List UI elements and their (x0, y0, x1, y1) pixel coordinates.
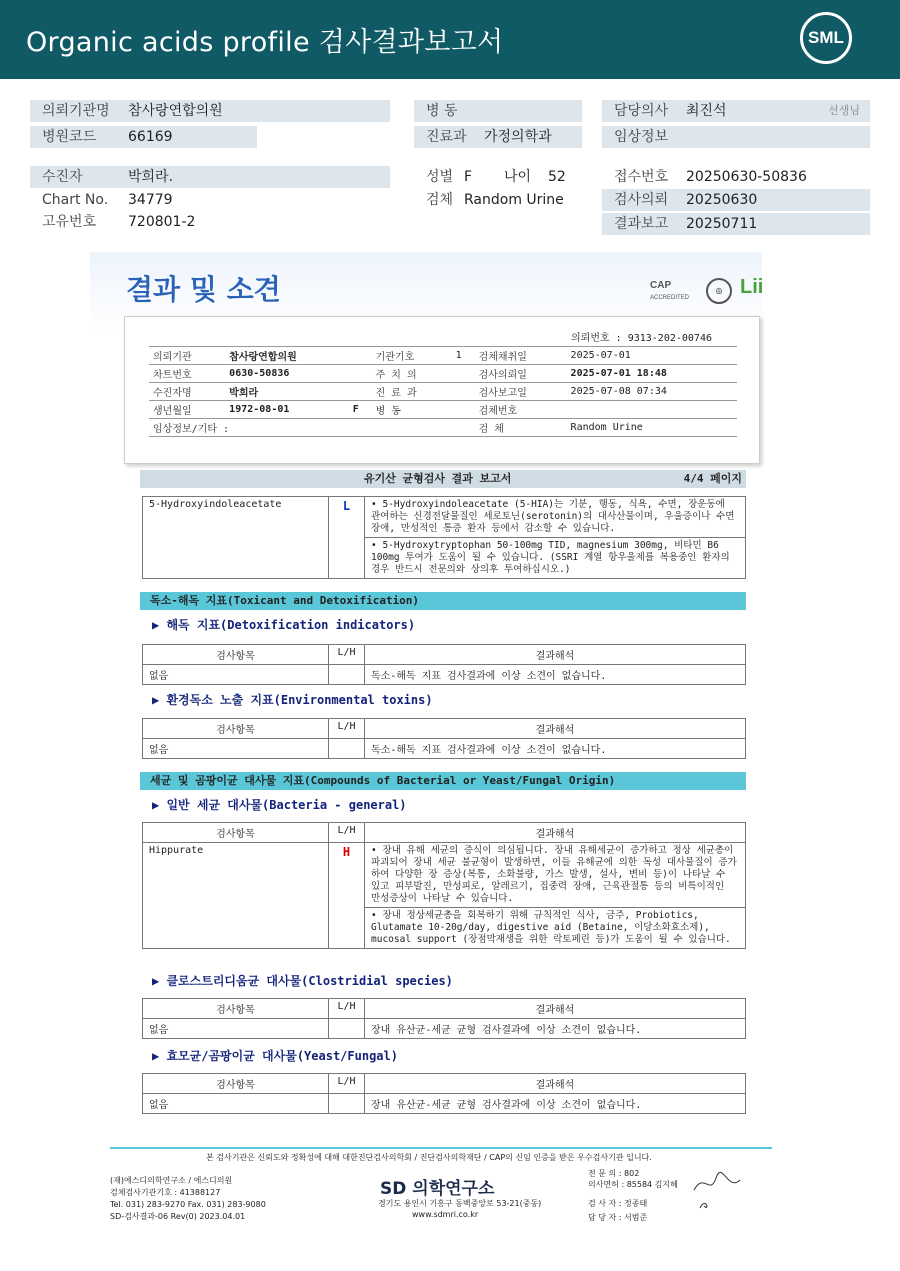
signer-specialist: 전 문 의 : 802 (588, 1169, 640, 1178)
field-sex-age (414, 166, 594, 188)
label: 진료과 (426, 129, 467, 145)
cell: 2025-07-08 07:34 (567, 383, 737, 401)
value: 20250711 (686, 216, 758, 232)
value: 최진석 (686, 103, 727, 119)
field-dept (414, 126, 582, 148)
hippurate-table (142, 822, 746, 949)
cell (567, 401, 737, 419)
request-number: 의뢰번호 : 9313-202-00746 (571, 333, 712, 344)
page-title: Organic acids profile 검사결과보고서 (26, 27, 504, 58)
detox-table (142, 644, 746, 685)
value: 박희라. (128, 169, 174, 185)
cell: 의뢰기관 (149, 347, 225, 365)
cell: 검체채취일 (475, 347, 567, 365)
footer-notice: 본 검사기관은 신뢰도와 정확성에 대해 대한진단검사의학회 / 진단검사의학재단 / CAP의 신임 인증을 받은 우수검사기관 입니다. (206, 1153, 652, 1162)
seal-icon: ◎ (706, 278, 732, 304)
footer-address-1: (재)에스디의학연구소 / 에스디의원 (110, 1176, 233, 1185)
cell (452, 401, 475, 419)
flag-low: L (329, 497, 365, 579)
field-receipt (602, 166, 870, 188)
env-subtitle: ▶ 환경독소 노출 지표(Environmental toxins) (152, 693, 433, 707)
cell: 기관기호 (372, 347, 452, 365)
item-name: 없음 (143, 1094, 329, 1114)
cell: 차트번호 (149, 365, 225, 383)
value: 20250630-50836 (686, 169, 807, 185)
col-header: L/H (329, 719, 365, 739)
label: 성별 (426, 169, 454, 185)
cap-subtext: ACCREDITED (650, 295, 690, 301)
cell: 생년월일 (149, 401, 225, 419)
cell: 참사랑연합의원 (225, 347, 349, 365)
value: 34779 (128, 192, 173, 208)
signature-icon (690, 1166, 750, 1216)
clostridial-table (142, 998, 746, 1039)
field-institution (30, 100, 390, 122)
col-header: 검사항목 (143, 645, 329, 665)
cell: Random Urine (567, 419, 737, 437)
interp-text: 독소-해독 지표 검사결과에 이상 소견이 없습니다. (365, 739, 746, 759)
field-chart (30, 189, 390, 211)
label: Chart No. (42, 192, 109, 208)
label: 나이 (504, 169, 532, 185)
col-header: L/H (329, 999, 365, 1019)
tox-section-bar: 독소-해독 지표(Toxicant and Detoxification) (140, 592, 746, 610)
yeast-table (142, 1073, 746, 1114)
signer-tester: 검 사 자 : 정종태 (588, 1199, 648, 1208)
item-name: 5-Hydroxyindoleacetate (143, 497, 329, 579)
bacteria-subtitle: ▶ 일반 세균 대사물(Bacteria - general) (152, 798, 407, 812)
label: 결과보고 (614, 216, 669, 232)
cell: 2025-07-01 (567, 347, 737, 365)
brand-address: 경기도 용인시 기흥구 동백중앙로 53-21(중동) (378, 1199, 542, 1208)
page-number: 4/4 페이지 (683, 472, 742, 485)
value: 가정의학과 (484, 129, 552, 145)
cell: 검 체 (475, 419, 567, 437)
cell: 1 (452, 347, 475, 365)
item-name: 없음 (143, 665, 329, 685)
col-header: 결과해석 (365, 999, 746, 1019)
item-name: Hippurate (143, 843, 329, 949)
cell: 수진자명 (149, 383, 225, 401)
cap-text: CAP (650, 280, 672, 291)
sml-logo: SML (800, 12, 852, 64)
field-request (602, 189, 870, 211)
field-doctor (602, 100, 870, 122)
label: 임상정보 (614, 129, 669, 145)
label: 접수번호 (614, 169, 669, 185)
field-unique-id (30, 211, 390, 233)
col-header: 검사항목 (143, 1074, 329, 1094)
clostridial-subtitle: ▶ 클로스트리디움균 대사물(Clostridial species) (152, 974, 453, 988)
cell (452, 383, 475, 401)
col-header: 결과해석 (365, 823, 746, 843)
value: Random Urine (464, 192, 564, 208)
section-header (140, 470, 746, 488)
label: 수진자 (42, 169, 83, 185)
cell: F (349, 401, 372, 419)
cell: 0630-50836 (225, 365, 349, 383)
col-header: L/H (329, 1074, 365, 1094)
item-name: 없음 (143, 739, 329, 759)
label: 검사의뢰 (614, 192, 669, 208)
interp-text: • 장내 정상세균총을 회복하기 위해 규칙적인 식사, 금주, Probiotics, Glutamate 10-20g/day, digestive aid (Betaine, 이당소화효소제), mucosal support (장점막재생을 위한 락토페린 등)가 도움이 될 수 있습니다. (365, 908, 746, 949)
section-title: 유기산 균형검사 결과 보고서 (364, 472, 512, 485)
suffix: 선생님 (828, 104, 860, 117)
interp-text: • 5-Hydroxyindoleacetate (5-HIA)는 기분, 행동, 식욕, 수면, 장운동에 관여하는 신경전달물질인 세로토닌(serotonin)의 대사산물이며, 우울증이나 수면장애, 만성적인 통증 환자 등에서 감소할 수 있습니다. (365, 497, 746, 538)
embedded-report (90, 252, 762, 1122)
cell: 1972-08-01 (225, 401, 349, 419)
field-specimen (414, 189, 594, 211)
cell: 박희라 (225, 383, 349, 401)
cell: 임상정보/기타 : (149, 419, 452, 437)
field-hospital-code (30, 126, 257, 148)
cell: 검사보고일 (475, 383, 567, 401)
report-header-table (149, 346, 737, 437)
interp-text: 독소-해독 지표 검사결과에 이상 소견이 없습니다. (365, 665, 746, 685)
label: 의뢰기관명 (42, 103, 110, 119)
brand-website: www.sdmri.co.kr (412, 1210, 479, 1219)
col-header: 검사항목 (143, 999, 329, 1019)
item-name: 없음 (143, 1019, 329, 1039)
label: 병원코드 (42, 129, 97, 145)
bacteria-section-bar: 세균 및 곰팡이균 대사물 지표(Compounds of Bacterial or Yeast/Fungal Origin) (140, 772, 746, 790)
cap-logo (650, 280, 689, 302)
cell: 검사의뢰일 (475, 365, 567, 383)
field-clinical (602, 126, 870, 148)
value: 참사랑연합의원 (128, 103, 223, 119)
cell: 검체번호 (475, 401, 567, 419)
sd-brand-logo: SD 의학연구소 (380, 1179, 495, 1199)
label: 병 동 (426, 103, 458, 119)
field-patient (30, 166, 390, 188)
col-header: L/H (329, 645, 365, 665)
report-header-box (124, 316, 760, 464)
cell (452, 365, 475, 383)
footer-address-3: Tel. 031) 283-9270 Fax. 031) 283-9080 (110, 1200, 266, 1209)
top-bar (0, 0, 900, 79)
col-header: 검사항목 (143, 719, 329, 739)
label: 검체 (426, 192, 454, 208)
value: F (464, 169, 473, 185)
field-report-date (602, 213, 870, 235)
interp-text: 장내 유산균-세균 균형 검사결과에 이상 소견이 없습니다. (365, 1094, 746, 1114)
value: 52 (548, 169, 566, 185)
label: 담당의사 (614, 103, 669, 119)
interp-text: • 5-Hydroxytryptophan 50-100mg TID, magnesium 300mg, 비타민 B6 100mg 투여가 도움이 될 수 있습니다. (SSRI 계열 항우울제를 복용중인 환자의 경우 반드시 전문의와 상의후 투여하십시오.) (365, 538, 746, 579)
value: 20250630 (686, 192, 758, 208)
value: 66169 (128, 129, 173, 145)
footer-address-2: 검체검사기관기호 : 41388127 (110, 1188, 221, 1197)
label: 고유번호 (42, 214, 97, 230)
cell: 진 료 과 (372, 383, 452, 401)
interp-text: 장내 유산균-세균 균형 검사결과에 이상 소견이 없습니다. (365, 1019, 746, 1039)
col-header: 결과해석 (365, 645, 746, 665)
env-table (142, 718, 746, 759)
col-header: 결과해석 (365, 1074, 746, 1094)
col-header: 결과해석 (365, 719, 746, 739)
flag-high: H (329, 843, 365, 949)
report-title: 결과 및 소견 (126, 273, 281, 306)
footer-divider (110, 1147, 772, 1149)
value: 720801-2 (128, 214, 196, 230)
col-header: 검사항목 (143, 823, 329, 843)
cell: 2025-07-01 18:48 (567, 365, 737, 383)
field-ward (414, 100, 582, 122)
footer-address-4: SD-검사결과-06 Rev(0) 2023.04.01 (110, 1212, 246, 1221)
detox-subtitle: ▶ 해독 지표(Detoxification indicators) (152, 618, 416, 632)
signer-license: 의사면허 : 85584 김지혜 (588, 1180, 678, 1189)
signer-manager: 담 당 자 : 서범준 (588, 1213, 648, 1222)
interp-text: • 장내 유해 세균의 증식이 의심됩니다. 장내 유해세균이 증가하고 정상 세균총이 파괴되어 장내 세균 불균형이 발생하면, 이들 유해균에 의한 독성 대사물질이 증가하여 다양한 장 증상(복통, 소화불량, 가스 발생, 설사, 변비 등)이 나타날 수 있고 피부발진, 만성피로, 알레르기, 집중력 장애, 근육관절통 등의 비특이적인 만성증상이 나타날 수 있습니다. (365, 843, 746, 908)
cell: 병 동 (372, 401, 452, 419)
yeast-subtitle: ▶ 효모균/곰팡이균 대사물(Yeast/Fungal) (152, 1049, 398, 1063)
col-header: L/H (329, 823, 365, 843)
lm-logo-icon: Lii (740, 276, 764, 298)
hiaa-table (142, 496, 746, 579)
cell: 주 치 의 (372, 365, 452, 383)
